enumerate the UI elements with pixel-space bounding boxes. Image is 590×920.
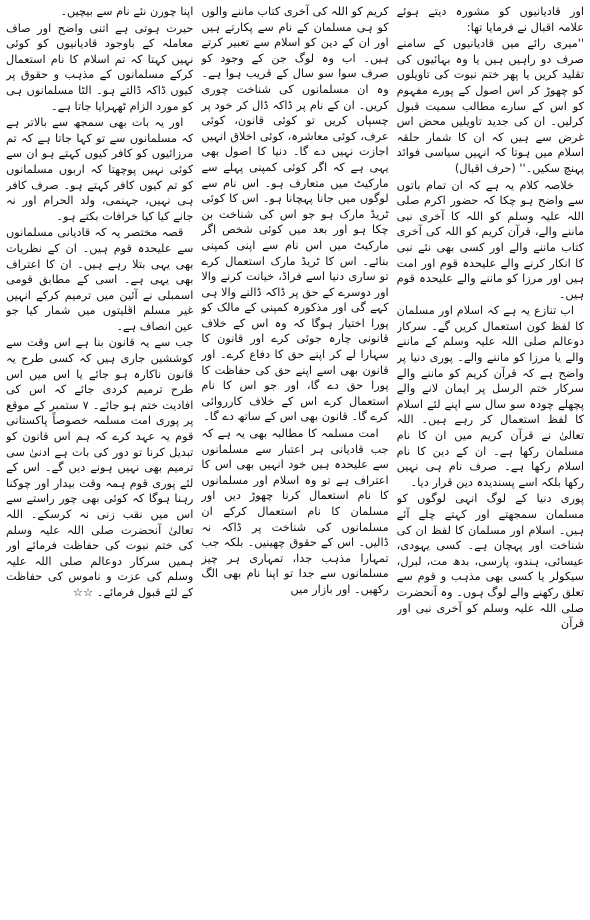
paragraph: جب سے یہ قانون بنا ہے اس وقت سے کوششیں جاری ہیں کہ کسی طرح یہ قانون ناکارہ ہو جائے یا اس میں اس طرح ترمیم کردی جائے کہ اس کی افادیت ختم ہو جائے۔ ۷ ستمبر کے موقع پر پوری امت مسلمہ خصوصاً پاکستانی قوم یہ عہد کرے کہ ہم اس قانون کو تبدیل کرنا تو دور کی بات ہے ادنیٰ سی ترمیم بھی نہیں ہونے دیں گے۔ اس کے لئے پوری قوم ہمہ وقت بیدار اور چوکنا رہنا ہوگا کہ کوئی بھی چور راستے سے اس میں نقب زنی نہ کرسکے۔ اللہ تعالیٰ آنحضرت صلی اللہ علیہ وسلم کی ختم نبوت کی حفاظت فرمائے اور ہمیں سرکار دوعالم صلی اللہ علیہ وسلم کی عزت و ناموس کی حفاظت کے لئے قبول فرمائے۔ ☆☆ [6,336,194,599]
paragraph: اب تنازع یہ ہے کہ اسلام اور مسلمان کا لفظ کون استعمال کریں گے۔ سرکار دوعالم صلی اللہ علیہ وسلم کے ماننے والے یا مرزا کو ماننے والے۔ پوری دنیا پر واضح ہے کہ قرآن کریم کو ماننے والے سرکار ختم الرسل پر ایمان لانے والے پچھلے چودہ سو سال سے اپنے لئے اسلام کا لفظ استعمال کر رہے ہیں۔ اللہ تعالیٰ نے قرآن کریم میں ان کا نام مسلمان رکھا ہے۔ ان کے دین کا نام اسلام رکھا ہے۔ صرف نام ہی نہیں رکھا بلکہ اسے پسندیدہ دین قرار دیا۔ [396,304,584,489]
quote-paragraph: ''میری رائے میں قادیانیوں کے سامنے صرف دو راہیں ہیں یا وہ بہائیوں کی تقلید کریں یا پھر ختم نبوت کی تاویلوں کو چھوڑ کر اس اصول کے پورے مفہوم کو اس کے سارے مطالب سمیت قبول کرلیں۔ ان کی جدید تاویلیں محض اس غرض سے ہیں کہ ان کا شمار حلقہ اسلام میں ہوتا کہ انہیں سیاسی فوائد پہنچ سکیں۔'' (حرف اقبال) [396,37,584,175]
paragraph: پوری دنیا کے لوگ انہی لوگوں کو مسلمان سمجھتے اور کہتے چلے آئے ہیں۔ اسلام اور مسلمان کا لفظ ان کی شناخت اور پہچان ہے۔ کسی یہودی، عیسائی، ہندو، پارسی، بدھ مت، لبرل، سیکولر یا کسی بھی مذہب و قوم سے تعلق رکھنے والے لوگ ہوں۔ وہ آنحضرت صلی اللہ علیہ وسلم کو آخری نبی اور قرآن [396,492,584,631]
paragraph: امت مسلمہ کا مطالبہ بھی یہ ہے کہ جب قادیانی ہر اعتبار سے مسلمانوں سے علیحدہ ہیں خود انہیں بھی اس کا اعتراف ہے تو وہ اسلام اور مسلمانوں کا نام استعمال کرنا چھوڑ دیں اور مسلمان کا نام استعمال کرکے ان مسلمانوں کی شناخت پر ڈاکہ نہ ڈالیں۔ اس کے حقوق چھینیں۔ بلکہ جب تمہارا مذہب جدا، تمہاری ہر چیز مسلمانوں سے جدا تو اپنا نام بھی الگ رکھیں۔ اور بازار میں [201,427,389,596]
text-column-left [6,4,193,916]
paragraph: قصہ مختصر یہ کہ قادیانی مسلمانوں سے علیحدہ قوم ہیں۔ ان کے نظریات بھی یہی بتلا رہے ہیں۔ ان کا اعتراف بھی یہی ہے۔ اسی کے مطابق قومی اسمبلی نے آئین میں ترمیم کرکے انہیں غیر مسلم اقلیتوں میں شمار کیا جو عین انصاف ہے۔ [6,226,194,333]
text-column-middle [201,4,388,916]
paragraph: اپنا چورن نئے نام سے بیچیں۔ [60,5,194,18]
text-column-right [397,4,584,916]
paragraph: اور قادیانیوں کو مشورہ دیتے ہوئے علامہ اقبال نے فرمایا تھا: [396,5,584,34]
paragraph: کریم کو اللہ کی آخری کتاب ماننے والوں کو ہی مسلمان کے نام سے پکارتے ہیں اور ان کے دین کو اسلام سے تعبیر کرتے ہیں۔ اب وہ لوگ جن کے وجود کو صرف سوا سو سال کے قریب ہوا ہے۔ وہ ان مسلمانوں کی شناخت چوری کریں۔ ان کے نام پر ڈاکہ ڈال کر خود پر چسپاں کریں تو کوئی قانون، کوئی عرف، کوئی معاشرہ، کوئی اخلاق انہیں اجازت نہیں دے گا۔ دنیا کا اصول بھی یہی ہے کہ اگر کوئی کمپنی پہلے سے مارکیٹ میں متعارف ہو۔ اس نام سے لوگوں میں جانا پہچانا ہو۔ اس کا کوئی ٹریڈ مارک ہو جو اس کی شناخت بن چکا ہو اور بعد میں کوئی شخص اگر مارکیٹ میں اس نام سے اپنی کمپنی بنائے۔ اس کا ٹریڈ مارک استعمال کرے تو ساری دنیا اسے فراڈ، خیانت کرنے والا اور دوسرے کے حق پر ڈاکہ ڈالنے والا ہی کہے گی اور مذکورہ کمپنی کے مالک کو پورا اختیار ہوگا کہ وہ اس کے خلاف قانونی چارہ جوئی کرے اور قانون کا سہارا لے کر اپنے حق کا دفاع کرے۔ اور قانون بھی اسے اپنے حق کی حفاظت کا پورا حق دے گا، اور جو اس کا نام استعمال کرے اس کے خلاف کارروائی کرے گا۔ قانون بھی اس کے ساتھ دے گا۔ [201,5,389,424]
paragraph: حیرت ہوتی ہے اتنی واضح اور صاف معاملہ کے باوجود قادیانیوں کو کوئی نہیں کہتا کہ تم اسلام کا نام استعمال کرکے مسلمانوں کے مذہب و حقوق پر کیوں ڈاکہ ڈالتے ہو۔ الٹا مسلمانوں ہی کو مورد الزام ٹھہرایا جاتا ہے۔ [6,21,194,113]
paragraph: خلاصہ کلام یہ ہے کہ ان تمام باتوں سے واضح ہو چکا کہ حضور اکرم صلی اللہ علیہ وسلم کو اللہ کا آخری نبی ماننے والے، قرآن کریم کو اللہ کی آخری کتاب ماننے والے اور کسی بھی نئے نبی کا انکار کرنے والے علیحدہ قوم اور امت ہیں اور مرزا کو ماننے والے علیحدہ قوم ہیں۔ [396,178,584,301]
paragraph: اور یہ بات بھی سمجھ سے بالاتر ہے کہ مسلمانوں سے تو کہا جاتا ہے کہ تم مرزائیوں کو کافر کیوں کہتے ہو ان سے کوئی نہیں پوچھتا کہ اربوں مسلمانوں کو تم کیوں کافر کہتے ہو۔ صرف کافر ہی نہیں، جہنمی، ولد الحرام اور نہ جانے کیا کیا خرافات بکتے ہو۔ [6,116,194,223]
